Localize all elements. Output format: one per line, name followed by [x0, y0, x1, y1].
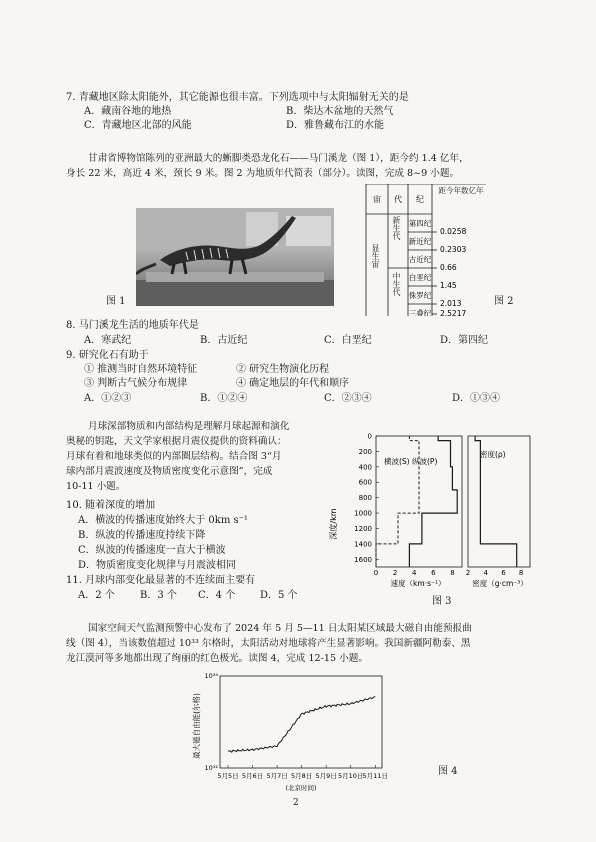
q9-item-3: ③ 判断古气候分布规律 [84, 378, 188, 389]
fig1-caption: 图 1 [106, 296, 126, 307]
fig4-ytick-bottom: 10³² [204, 764, 218, 772]
fig4-plot-frame [220, 676, 382, 768]
fig2-era-mesozoic-wrap [391, 272, 405, 314]
fig3-xticks [374, 569, 524, 577]
fig2-age-5: 2.5217 [440, 309, 467, 316]
fig3-density-label: 密度(ρ) [480, 450, 506, 459]
fig2-ages [440, 227, 466, 316]
q9-item-4: ④ 确定地层的年代和顺序 [236, 378, 350, 389]
fig3-yticks [354, 433, 379, 564]
fig2-era-mesozoic: 中生代 [392, 272, 401, 296]
fig3-ytick-1: 200 [358, 447, 372, 456]
para3-line1: 国家空间天气监测预警中心发布了 2024 年 5 月 5—11 日太阳某区域最大磁自由能预报曲 [88, 623, 472, 634]
fig2-header-period: 纪 [416, 195, 424, 204]
fig3-den-xtick-1: 4 [483, 569, 488, 577]
para2-line1: 月球深部物质和内部结构是理解月球起源和演化 [88, 421, 290, 432]
fig3-wave-label: 横波(S) 纵波(P) [384, 457, 438, 466]
q8-option-d: D．第四纪 [440, 335, 489, 346]
fig2-period-0: 第四纪 [408, 219, 432, 228]
fig2-age-1: 0.2303 [440, 245, 467, 254]
fig3-den-xtick-3: 8 [518, 569, 524, 577]
fig3-ytick-7: 1400 [354, 540, 372, 549]
fig2-header-eon: 宙 [373, 195, 381, 204]
para2-line4: 球内部月震波速度及物质密度变化示意图”，完成 [66, 466, 273, 477]
fig2-age-0: 0.0258 [440, 227, 467, 236]
fig3-den-xlabel: 密度（g·cm⁻³） [472, 579, 528, 588]
fig3-vel-xtick-0: 0 [373, 569, 379, 577]
fig3-ytick-0: 0 [367, 432, 372, 441]
fig4-xtick-4: 5月9日 [315, 772, 337, 780]
fig3-den-xtick-2: 6 [501, 569, 506, 577]
q7-option-d: D．雅鲁藏布江的水能 [286, 120, 385, 131]
fig4-xlabel: (北京时间) [285, 784, 317, 792]
q9-item-2: ② 研究生物演化历程 [236, 364, 330, 375]
q10-option-a: A．横波的传播速度始终大于 0km s⁻¹ [78, 515, 248, 526]
fig2-age-2: 0.66 [440, 263, 457, 272]
fig3-ytick-3: 600 [358, 478, 372, 487]
q9-option-c: C．②③④ [324, 393, 372, 404]
fig2-period-2: 古近纪 [408, 255, 432, 264]
fig4-xtick-0: 5月5日 [217, 772, 239, 780]
q9-option-a: A．①②③ [84, 393, 132, 404]
q8-option-c: C．白垩纪 [324, 335, 372, 346]
fig2-periods [409, 218, 432, 316]
fig4-xticks [217, 765, 388, 780]
q9-option-b: B．①②④ [200, 393, 248, 404]
para1-line2: 身长 22 米，高近 4 米，颈长 9 米。图 2 为地质年代简表（部分）。读图，完成 8~9 小题。 [66, 168, 460, 179]
fig2-period-5: 三叠纪 [408, 309, 432, 316]
fig2-era-cenozoic: 新生代 [392, 216, 401, 240]
fig4-ytick-top: 10³⁴ [204, 672, 218, 680]
page-number: 2 [293, 798, 299, 808]
magnetic-energy-chart [190, 664, 390, 796]
fig4-xtick-5: 5月10日 [338, 772, 364, 780]
q10-option-c: C．纵波的传播速度一直大于横波 [78, 545, 226, 556]
moon-interior-chart [326, 424, 532, 600]
fig2-era-cenozoic-wrap [391, 216, 405, 266]
fig4-caption: 图 4 [438, 766, 458, 777]
para2-line3: 月球有着和地球类似的内部圈层结构。结合图 3“月 [66, 451, 282, 462]
q8-stem: 8. 马门溪龙生活的地质年代是 [66, 320, 199, 331]
q8-option-a: A．寒武纪 [84, 335, 132, 346]
fig3-velocity-series-1 [409, 436, 457, 567]
fig3-ytick-5: 1000 [354, 509, 372, 518]
fig3-ylabel: 深度/km [329, 508, 338, 540]
fig3-vel-xtick-4: 8 [450, 569, 455, 577]
q11-option-c: C．4 个 [198, 590, 236, 601]
fig3-vel-xtick-2: 4 [411, 569, 417, 577]
fig3-caption: 图 3 [432, 596, 452, 607]
fig2-eon-wrap [370, 244, 384, 304]
para2-line5: 10-11 小题。 [66, 481, 126, 492]
fig4-xtick-6: 5月11日 [362, 772, 388, 780]
fig4-energy-line [228, 697, 375, 753]
fig3-vel-xlabel: 速度（km·s⁻¹） [390, 579, 446, 588]
q10-stem: 10. 随着深度的增加 [66, 500, 156, 511]
q11-stem: 11. 月球内部变化最显著的不连续面主要有 [66, 575, 256, 586]
fig2-period-1: 新近纪 [408, 237, 432, 246]
fig3-ytick-6: 1200 [354, 524, 372, 533]
q10-option-d: D．物质密度变化规律与月震波相同 [78, 560, 237, 571]
fig4-xtick-1: 5月6日 [241, 772, 264, 780]
fig3-velocity-series-0 [376, 436, 419, 567]
fig3-den-xtick-0: 2 [465, 569, 471, 577]
para1-line1: 甘肃省博物馆陈列的亚洲最大的蜥脚类恐龙化石——马门溪龙（图 1），距今约 1.4 亿年， [88, 153, 469, 164]
q11-option-b: B．3 个 [140, 590, 177, 601]
q10-option-b: B．纵波的传播速度持续下降 [78, 530, 206, 541]
q11-option-d: D．5 个 [260, 590, 298, 601]
fig2-header-age: 距今年数亿年 [438, 186, 484, 195]
age-ticks [432, 232, 437, 314]
fig4-xtick-2: 5月7日 [266, 772, 288, 780]
fig3-ytick-4: 800 [358, 494, 372, 503]
fig4-ylabel: 最大磁自由能(尔格) [192, 693, 201, 759]
fig4-xtick-3: 5月8日 [290, 772, 313, 780]
fig2-header-era: 代 [394, 195, 402, 204]
fig2-age-4: 2.013 [440, 299, 462, 308]
q11-option-a: A．2 个 [78, 590, 115, 601]
fig2-period-4: 侏罗纪 [408, 291, 432, 300]
fig2-age-3: 1.45 [440, 281, 457, 290]
fig2-eon: 显生宙 [371, 244, 380, 268]
para3-line3: 龙江漠河等多地都出现了绚丽的红色极光。读图 4，完成 12-15 小题。 [66, 653, 368, 664]
dinosaur-skeleton-illustration [136, 208, 334, 306]
geologic-time-table [364, 184, 489, 316]
q7-option-b: B．柴达木盆地的天然气 [286, 106, 394, 117]
fig2-caption: 图 2 [494, 296, 514, 307]
q7-option-c: C．青藏地区北部的风能 [84, 120, 192, 131]
fig2-header-age-wrap [434, 186, 488, 214]
fig3-vel-xtick-3: 6 [431, 569, 436, 577]
para3-line2: 线（图 4），当该数值超过 10³³ 尔格时，太阳活动对地球将产生显著影响。我国新疆阿勒泰、黑 [66, 638, 471, 649]
dinosaur-fossil-photo [136, 208, 334, 306]
fig2-period-3: 白垩纪 [408, 273, 432, 282]
q7-option-a: A．藏南谷地的地热 [84, 106, 172, 117]
fig3-vel-xtick-1: 2 [392, 569, 398, 577]
fig3-ytick-2: 400 [358, 463, 372, 472]
q9-stem: 9. 研究化石有助于 [66, 350, 149, 361]
q7-stem: 7. 青藏地区除太阳能外，其它能源也很丰富。下列选项中与太阳辐射无关的是 [66, 92, 409, 103]
para2-line2: 奥秘的钥匙，天文学家根据月震仪提供的资料确认： [66, 436, 287, 447]
q9-option-d: D．①③④ [452, 393, 501, 404]
fig3-ytick-8: 1600 [354, 555, 372, 564]
q8-option-b: B．古近纪 [200, 335, 248, 346]
q9-item-1: ① 推测当时自然环境特征 [84, 364, 198, 375]
